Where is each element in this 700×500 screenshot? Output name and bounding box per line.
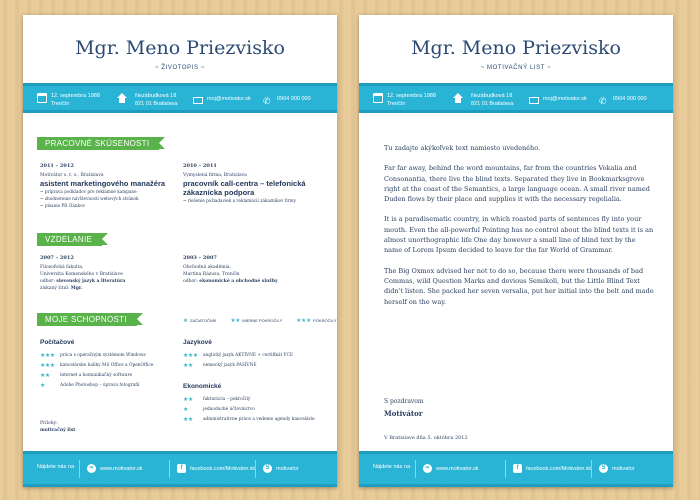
- email-info: [193, 95, 251, 104]
- mail-icon: [529, 97, 539, 104]
- section-skills: MOJE SCHOPNOSTI: [37, 313, 137, 326]
- skills-economic: [183, 383, 328, 424]
- skype-text[interactable]: motivator: [276, 465, 299, 472]
- experience-item: [183, 163, 323, 204]
- address-city: 821 01 Bratislava: [135, 101, 178, 107]
- star-rating-icon: ★★★: [183, 351, 198, 359]
- skills-group-label: Ekonomické: [183, 383, 222, 390]
- skill-item: [183, 404, 328, 414]
- birth-date: 12. septembra 1988: [51, 93, 100, 99]
- experience-company: Motivátor s. r. o., Bratislava: [40, 173, 104, 178]
- experience-bullet: ~ písanie PR článkov: [40, 203, 85, 208]
- skill-text: kancelárske balíky MS Office a OpenOffice: [60, 362, 154, 368]
- skill-item: [183, 350, 328, 360]
- skype-link[interactable]: [599, 464, 635, 473]
- facebook-link[interactable]: [513, 464, 591, 473]
- skill-text: Adobe Photoshop – úprava fotografií: [60, 382, 140, 388]
- contact-bar: [359, 83, 673, 113]
- letter-paragraph: Tu zadajte akýkoľvek text namiesto uvedeného.: [384, 144, 541, 152]
- letter-signature: Motivátor: [384, 409, 423, 418]
- letter-name: Mgr. Meno Priezvisko: [411, 37, 621, 59]
- skill-text: administratívne práce a vedenie agendy kancelárie: [203, 416, 315, 422]
- phone-icon: ✆: [599, 96, 607, 106]
- experience-company: Vymyslená firma, Bratislava: [183, 173, 247, 178]
- phone-text: 0904 000 000: [277, 96, 311, 102]
- letter-greeting: S pozdravom: [384, 398, 424, 405]
- skype-icon: S: [599, 464, 608, 473]
- star-icon: ★★★: [296, 318, 312, 324]
- attachments: [40, 420, 75, 434]
- field-label: odbor:: [183, 279, 200, 284]
- skill-text: fakturácia – pokročilý: [203, 396, 251, 402]
- skill-item: [40, 380, 180, 390]
- experience-bullet: ~ príprava podkladov pre reklamné kampane: [40, 189, 137, 194]
- field-value: ekonomické a obchodné služby: [199, 279, 278, 284]
- education-item: [183, 255, 323, 285]
- cv-subtitle: ~ ŽIVOTOPIS ~: [154, 65, 206, 71]
- star-rating-icon: ★★: [183, 415, 193, 423]
- skill-item: [40, 350, 180, 360]
- facebook-icon: f: [513, 464, 522, 473]
- experience-title: asistent marketingového manažéra: [40, 179, 166, 188]
- skill-item: [183, 360, 328, 370]
- skill-text: internet a komunikačný software: [60, 372, 133, 378]
- calendar-icon: [373, 93, 383, 103]
- divider: [505, 460, 506, 478]
- letter-place-date: V Bratislave dňa 5. októbra 2012: [384, 435, 468, 441]
- link-icon: ∞: [423, 464, 432, 473]
- calendar-icon: [37, 93, 47, 103]
- section-experience: PRACOVNÉ SKÚSENOSTI: [37, 137, 159, 150]
- star-rating-icon: ★: [183, 405, 188, 413]
- experience-item: [40, 163, 170, 209]
- email-text[interactable]: moj@motivator.sk: [543, 96, 587, 102]
- contact-bar: [23, 83, 337, 113]
- home-icon: [117, 93, 127, 98]
- facebook-link[interactable]: [177, 464, 255, 473]
- facebook-text[interactable]: facebook.com/Motivator.sk: [190, 465, 256, 472]
- skills-languages: [183, 339, 328, 370]
- cv-name: Mgr. Meno Priezvisko: [75, 37, 285, 59]
- skill-text: nemecký jazyk PASÍVNE: [203, 362, 257, 368]
- skill-item: [40, 370, 180, 380]
- find-us: Nájdete nás na: [37, 464, 74, 470]
- letter-page: [359, 15, 673, 487]
- birth-place: Trenčín: [387, 101, 406, 107]
- star-rating-icon: ★★: [183, 395, 193, 403]
- birth-date: 12. septembra 1988: [387, 93, 436, 99]
- education-item: [40, 255, 180, 292]
- degree-value: Mgr.: [70, 286, 83, 291]
- email-info: [529, 95, 587, 104]
- star-icon: ★: [183, 318, 188, 324]
- section-education: VZDELANIE: [37, 233, 102, 246]
- link-icon: ∞: [87, 464, 96, 473]
- phone-info: [599, 95, 647, 106]
- address-street: Nezábudková 18: [135, 93, 177, 99]
- address-info: [117, 92, 178, 108]
- facebook-text[interactable]: facebook.com/Motivator.sk: [526, 465, 592, 472]
- phone-info: [263, 95, 311, 106]
- attachments-label: Prílohy:: [40, 421, 58, 426]
- address-city: 821 01 Bratislava: [471, 101, 514, 107]
- website-link[interactable]: [87, 464, 142, 473]
- letter-paragraph: It is a paradisematic country, in which roasted parts of sentences fly into your mouth. Even the all-powerful Pointing has no control about the blind texts it is an almost unorthographic life One day however a small line of blind text by the name of Lorem Ipsum decided to leave for the far World of Grammar.: [384, 215, 654, 255]
- star-icon: ★★: [230, 318, 241, 324]
- footer-bar: [23, 451, 337, 487]
- website-link[interactable]: [423, 464, 478, 473]
- divider: [255, 460, 256, 478]
- legend-advanced: MIERNE POKROČILÝ: [242, 318, 283, 323]
- skill-legend: [183, 318, 337, 324]
- star-rating-icon: ★★: [40, 371, 50, 379]
- experience-years: 2011 – 2012: [40, 163, 74, 169]
- skype-text[interactable]: motivator: [612, 465, 635, 472]
- experience-bullet: ~ riešenie požiadaviek a reklamácií zákazníkov firmy: [183, 198, 296, 203]
- degree-label: získaný titul:: [40, 286, 71, 291]
- legend-beginner: ZAČIATOČNÍK: [189, 318, 217, 323]
- education-school: Univerzita Komenského v Bratislave: [40, 272, 123, 277]
- education-school: Filozofická fakulta,: [40, 265, 84, 270]
- skype-link[interactable]: [263, 464, 299, 473]
- experience-bullet: ~ zhodnotenie návštevnosti webových stránok: [40, 196, 139, 201]
- skill-text: jednoduché účtovníctvo: [203, 406, 255, 412]
- attachments-value: motivačný list: [40, 428, 76, 433]
- skill-item: [183, 394, 328, 404]
- website-text[interactable]: www.motivator.sk: [100, 465, 143, 472]
- education-school: Martina Rázusa, Trenčín: [183, 272, 240, 277]
- education-years: 2007 – 2012: [40, 255, 74, 261]
- phone-text: 0904 000 000: [613, 96, 647, 102]
- letter-paragraph: Far far away, behind the word mountains, far from the countries Vokalia and Consonantia, there live the blind texts. Separated they live in Bookmarksgrove right at the coast of the Semantics, a large language ocean. A small river named Duden flows by their place and supplies it with the necessary regelialia.: [384, 164, 650, 204]
- divider: [591, 460, 592, 478]
- letter-body: [384, 143, 654, 317]
- birth-info: [37, 92, 100, 108]
- website-text[interactable]: www.motivator.sk: [436, 465, 479, 472]
- field-label: odbor:: [40, 279, 57, 284]
- skills-group-label: Počítačové: [40, 339, 75, 346]
- experience-title: pracovník call-centra – telefonická zákaznícka podpora: [183, 179, 306, 197]
- letter-subtitle: ~ MOTIVAČNÝ LIST ~: [480, 65, 552, 71]
- mail-icon: [193, 97, 203, 104]
- experience-years: 2010 – 2011: [183, 163, 217, 169]
- cv-page: [23, 15, 337, 487]
- divider: [79, 460, 80, 478]
- education-years: 2003 – 2007: [183, 255, 217, 261]
- field-value: slovenský jazyk a literatúra: [56, 279, 126, 284]
- facebook-icon: f: [177, 464, 186, 473]
- legend-expert: POKROČILÝ: [313, 318, 337, 323]
- divider: [169, 460, 170, 478]
- skill-item: [183, 414, 328, 424]
- home-icon: [453, 93, 463, 98]
- skill-text: anglický jazyk AKTÍVNE + certifikát FCE: [203, 352, 294, 358]
- skill-item: [40, 360, 180, 370]
- email-text[interactable]: moj@motivator.sk: [207, 96, 251, 102]
- skills-group-label: Jazykové: [183, 339, 212, 346]
- footer-bar: [359, 451, 673, 487]
- birth-place: Trenčín: [51, 101, 70, 107]
- star-rating-icon: ★★: [183, 361, 193, 369]
- skill-text: práca s operačným systémom Windows: [60, 352, 146, 358]
- birth-info: [373, 92, 436, 108]
- divider: [415, 460, 416, 478]
- skype-icon: S: [263, 464, 272, 473]
- find-us: Nájdete nás na: [373, 464, 410, 470]
- star-rating-icon: ★★★: [40, 351, 55, 359]
- star-rating-icon: ★★★: [40, 361, 55, 369]
- phone-icon: ✆: [263, 96, 271, 106]
- star-rating-icon: ★: [40, 381, 45, 389]
- letter-paragraph: The Big Oxmox advised her not to do so, because there were thousands of bad Commas, wild Question Marks and devious Semikoli, but the Little Blind Text didn't listen. She packed her seven versalia, put her initial into the belt and made herself on the way.: [384, 266, 654, 306]
- skills-computers: [40, 339, 180, 390]
- address-street: Nezábudková 18: [471, 93, 513, 99]
- education-school: Obchodná akadémia,: [183, 265, 232, 270]
- address-info: [453, 92, 514, 108]
